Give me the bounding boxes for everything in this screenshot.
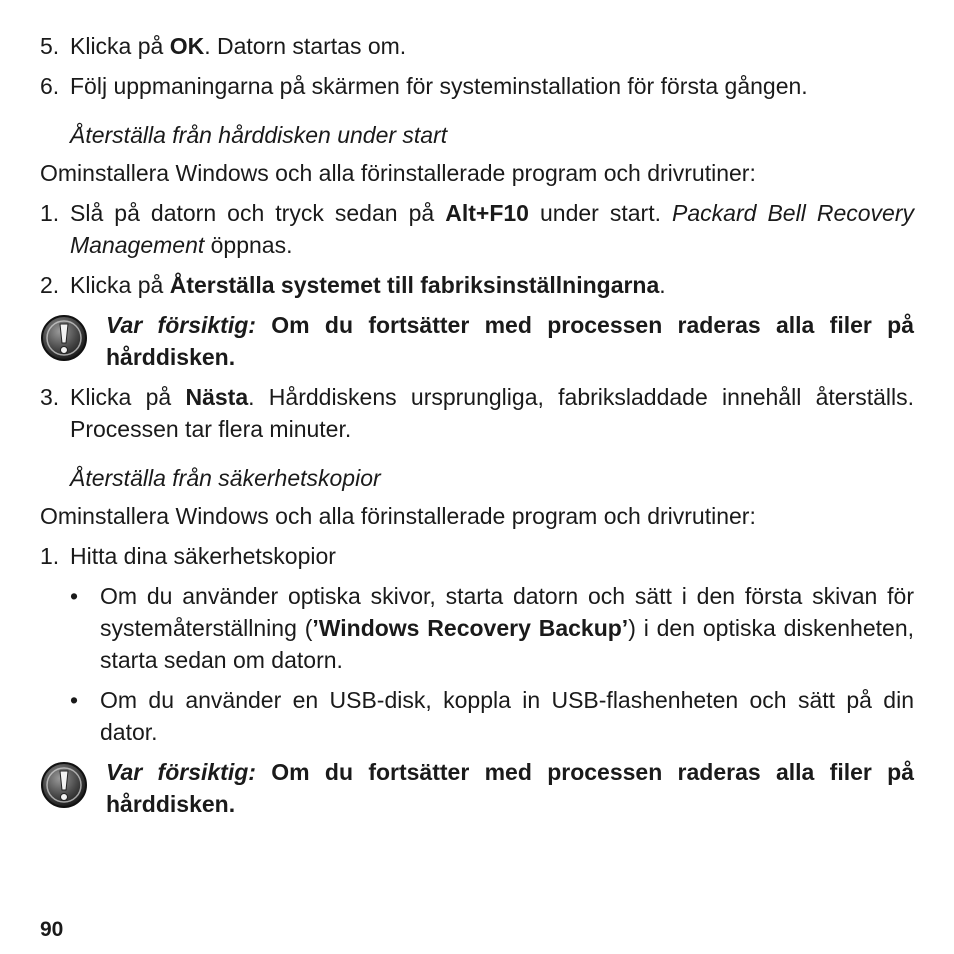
bullet-usb [70,684,914,748]
section-intro: Ominstallera Windows och alla förinstallerade program och drivrutiner: [40,160,756,186]
page-content [40,30,914,828]
step-text: Slå på datorn och tryck sedan på Alt+F10 under start. Packard Bell Recovery Management öppnas. [70,200,915,258]
caution-note [40,309,914,373]
section-heading-hard-disk: Återställa från hårddisken under start [70,122,448,148]
section-heading-backups: Återställa från säkerhetskopior [70,465,381,491]
page-number: 90 [40,918,64,941]
caution-text: Var försiktig: Om du fortsätter med processen raderas alla filer på hårddisken. [106,759,914,817]
bullet-optical [70,580,914,676]
step-text: Hitta dina säkerhetskopior [70,543,336,569]
step-1-backups [40,540,914,572]
step-text: Klicka på Återställa systemet till fabriksinställningarna. [70,272,666,298]
caution-icon [40,309,106,370]
step-3 [40,381,914,445]
step-text: Klicka på Nästa. Hårddiskens ursprungliga, fabriksladdade innehåll återställs. Processen tar flera minuter. [70,384,914,442]
step-6 [40,70,914,102]
step-1 [40,197,914,261]
bullet-mark: • [70,687,79,713]
step-text: Klicka på OK. Datorn startas om. [70,33,407,59]
bullet-text: Om du använder optiska skivor, starta datorn och sätt i den första skivan för systemåterställning (’Windows Recovery Backup’) i den optiska diskenheten, starta sedan om datorn. [100,583,914,673]
step-number: 1. [40,543,60,569]
step-2 [40,269,914,301]
caution-icon [40,756,106,817]
bullet-text: Om du använder en USB-disk, koppla in USB-flashenheten och sätt på din dator. [100,687,914,745]
section-intro: Ominstallera Windows och alla förinstallerade program och drivrutiner: [40,503,756,529]
step-number: 1. [40,200,60,226]
step-number: 3. [40,384,60,410]
caution-note [40,756,914,820]
step-number: 2. [40,272,60,298]
step-text: Följ uppmaningarna på skärmen för systeminstallation för första gången. [70,73,808,99]
step-number: 5. [40,33,60,59]
caution-text: Var försiktig: Om du fortsätter med processen raderas alla filer på hårddisken. [106,312,914,370]
step-5 [40,30,914,62]
bullet-mark: • [70,583,79,609]
step-number: 6. [40,73,60,99]
